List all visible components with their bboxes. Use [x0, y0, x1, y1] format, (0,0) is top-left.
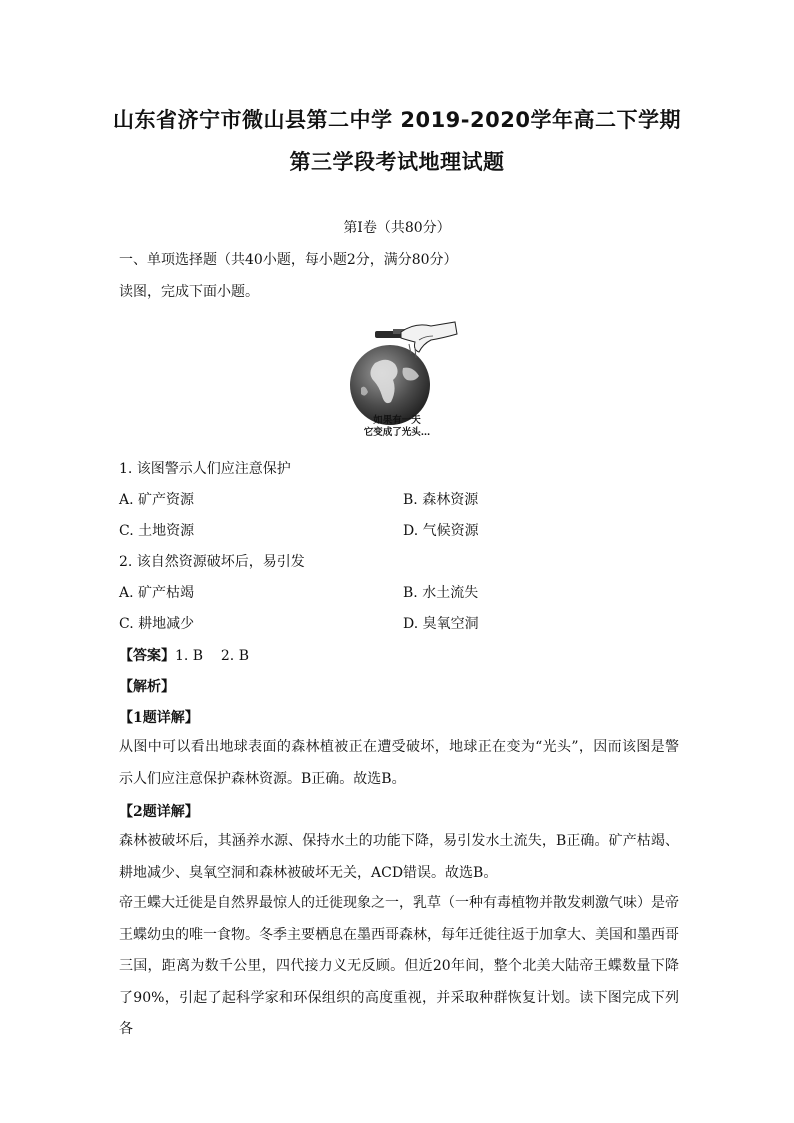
document-title: 山东省济宁市微山县第二中学 2019-2020学年高二下学期 [113, 108, 681, 132]
option-d: D. 臭氧空洞 [403, 616, 479, 632]
option-c: C. 耕地减少 [119, 616, 195, 632]
question-stem: 1. 该图警示人们应注意保护 [119, 461, 291, 477]
next-passage-text: 帝王蝶大迁徙是自然界最惊人的迁徙现象之一，乳草（一种有毒植物并散发刺激气味）是帝王蝶幼虫的唯一食物。冬季主要栖息在墨西哥森林，每年迁徙往返于加拿大、美国和墨西哥三国，距离为数千公里，四代接力义无反顾。但近20年间，整个北美大陆帝王蝶数量下降了90%，引起了起科学家和环保组织的高度重视，并采取种群恢复计划。读下图完成下列各 [119, 895, 679, 1037]
answer-label: 【答案】 [119, 648, 175, 664]
option-a: A. 矿产资源 [119, 492, 195, 508]
option-b: B. 森林资源 [403, 492, 479, 508]
volume-heading: 第Ⅰ卷（共80分） [343, 220, 451, 236]
analysis-heading: 【解析】 [119, 679, 175, 695]
option-a: A. 矿产枯竭 [119, 585, 195, 601]
figure-caption-line1: 如果有一天 [373, 415, 421, 426]
q2-analysis-text: 森林被破坏后，其涵养水源、保持水土的功能下降，易引发水土流失，B正确。矿产枯竭、耕地减少、臭氧空洞和森林被破坏无关，ACD错误。故选B。 [119, 833, 679, 881]
q1-analysis-text: 从图中可以看出地球表面的森林植被正在遭受破坏，地球正在变为“光头”，因而该图是警示人们应注意保护森林资源。B正确。故选B。 [119, 739, 679, 787]
question-stem: 2. 该自然资源破坏后，易引发 [119, 554, 305, 570]
q2-analysis-heading: 【2题详解】 [119, 804, 199, 820]
figure-caption-line2: 它变成了光头… [363, 427, 431, 438]
document-subtitle: 第三学段考试地理试题 [289, 150, 505, 174]
instruction-text: 读图，完成下面小题。 [119, 284, 259, 300]
q1-analysis-heading: 【1题详解】 [119, 710, 199, 726]
option-b: B. 水土流失 [403, 585, 479, 601]
answer-values: 1. B 2. B [175, 648, 249, 664]
section-heading: 一、单项选择题（共40小题，每小题2分，满分80分） [119, 252, 458, 268]
option-d: D. 气候资源 [403, 523, 479, 539]
answer-line [119, 645, 249, 665]
option-c: C. 土地资源 [119, 523, 195, 539]
